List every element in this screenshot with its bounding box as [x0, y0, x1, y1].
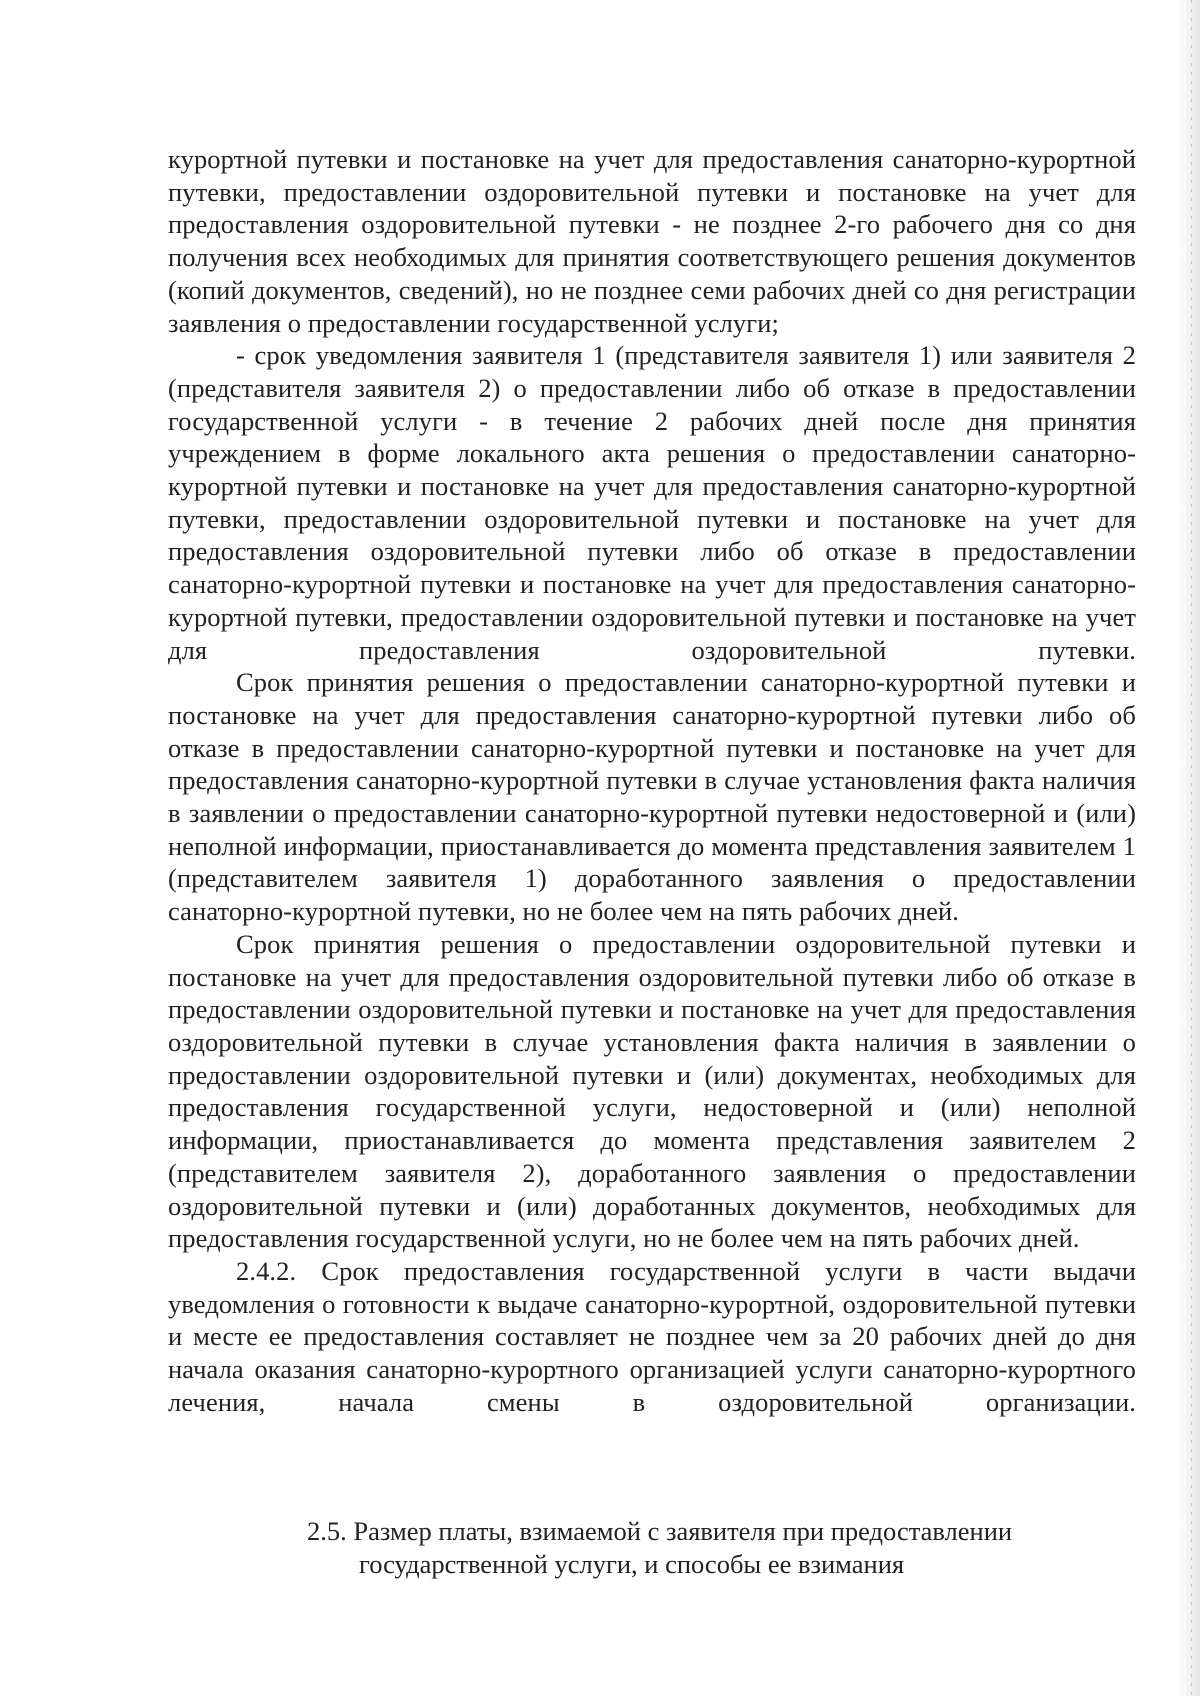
paragraph-health-suspension: Срок принятия решения о предоставлении оздоровительной путевки и постановке на учет для предоставления оздоровительной путевки либо об отказе в предоставлении оздоровительной путевки и постановке на учет для предоставления оздоровительной путевки в случае установления факта наличия в заявлении о предоставлении оздоровительной путевки и (или) документах, необходимых для предоставления государственной услуги, недостоверной и (или) неполной информации, приостанавливается до момента представления заявителем 2 (представителем заявителя 2), доработанного заявления о предоставлении оздоровительной путевки и (или) доработанных документов, необходимых для предоставления государственной услуги, но не более чем на пять рабочих дней.: [168, 928, 1136, 1254]
paragraph-sanatorium-suspension: Срок принятия решения о предоставлении санаторно-курортной путевки и постановке на учет для предоставления санаторно-курортной путевки либо об отказе в предоставлении санаторно-курортной путевки и постановке на учет для предоставления санаторно-курортной путевки в случае установления факта наличия в заявлении о предоставлении санаторно-курортной путевки недостоверной и (или) неполной информации, приостанавливается до момента представления заявителем 1 (представителем заявителя 1) доработанного заявления о предоставлении санаторно-курортной путевки, но не более чем на пять рабочих дней.: [168, 667, 1136, 927]
paragraph-notification-term: - срок уведомления заявителя 1 (представителя заявителя 1) или заявителя 2 (представителя заявителя 2) о предоставлении либо об отказе в предоставлении государственной услуги - в течение 2 рабочих дней после дня принятия учреждением в форме локального акта решения о предоставлении санаторно-курортной путевки и постановке на учет для предоставления санаторно-курортной путевки, предоставлении оздоровительной путевки и постановке на учет для предоставления оздоровительной путевки либо об отказе в предоставлении санаторно-курортной путевки и постановке на учет для предоставления санаторно-курортной путевки, предоставлении оздоровительной путевки и постановке на учет для предоставления оздоровительной путевки.: [168, 340, 1136, 665]
paragraph-continuation: курортной путевки и постановке на учет для предоставления санаторно-курортной путевки, предоставлении оздоровительной путевки и постановке на учет для предоставления оздоровительной путевки - не позднее 2-го рабочего дня со дня получения всех необходимых для принятия соответствующего решения документов (копий документов, сведений), но не позднее семи рабочих дней со дня регистрации заявления о предоставлении государственной услуги;: [168, 144, 1136, 338]
section-heading-2-5: [307, 1515, 1067, 1580]
paragraph-2-4-2: 2.4.2. Срок предоставления государственной услуги в части выдачи уведомления о готовности к выдаче санаторно-курортной, оздоровительной путевки и месте ее предоставления составляет не позднее чем за 20 рабочих дней до дня начала оказания санаторно-курортного организацией услуги санаторно-курортного лечения, начала смены в оздоровительной организации.: [168, 1255, 1136, 1417]
section-heading-line-2: государственной услуги, и способы ее взимания: [359, 1548, 905, 1579]
section-heading-line-1: 2.5. Размер платы, взимаемой с заявителя при предоставлении: [307, 1516, 1013, 1546]
scan-edge-shadow: [1178, 0, 1200, 1696]
document-body: [168, 143, 1136, 1418]
